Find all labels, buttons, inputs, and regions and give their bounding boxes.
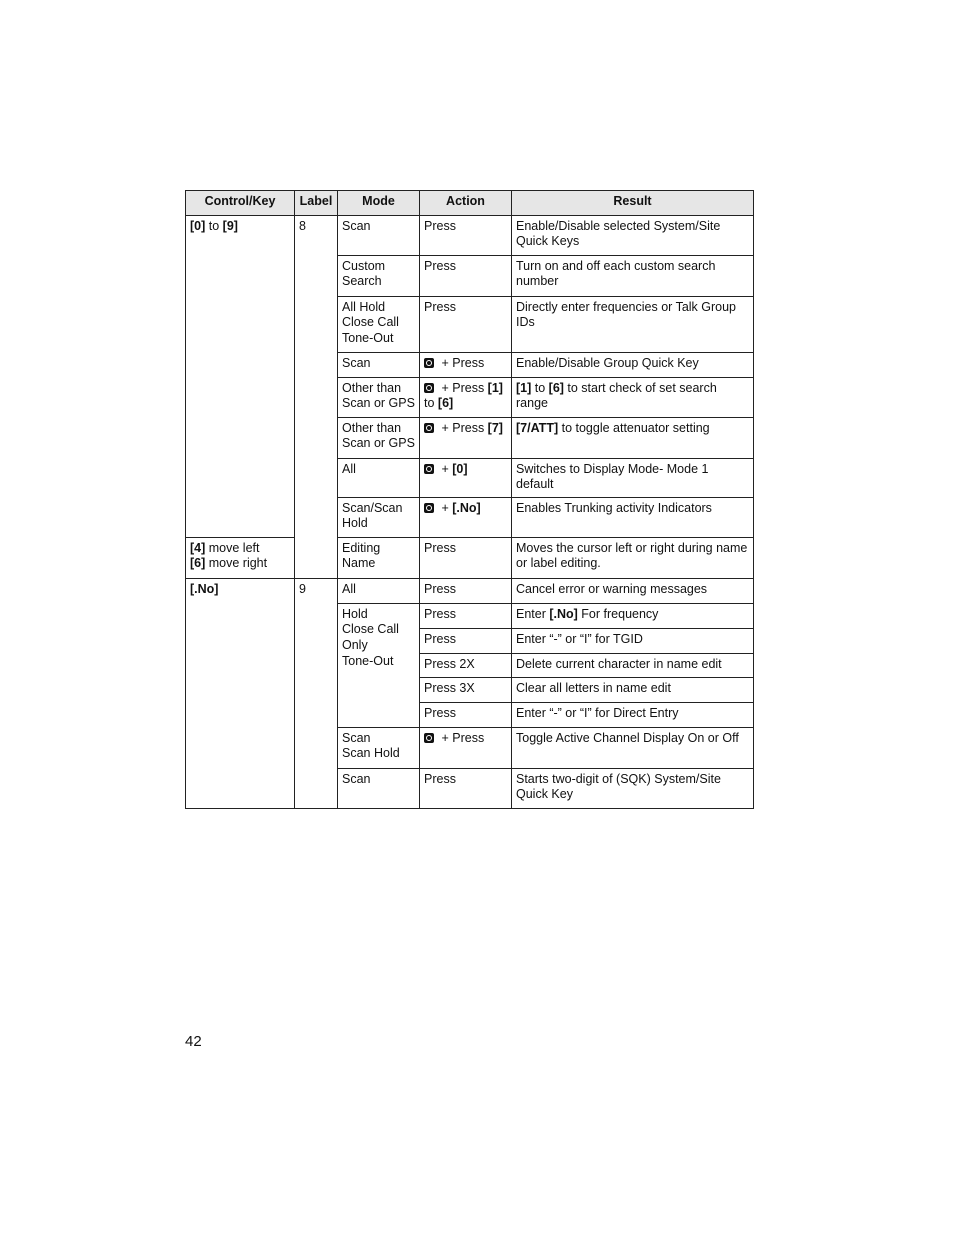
mode-cell: Hold Close Call Only Tone-Out bbox=[338, 603, 420, 727]
result-cell: Moves the cursor left or right during name or label editing. bbox=[512, 537, 754, 578]
mode-cell: Scan Scan Hold bbox=[338, 727, 420, 768]
table-row bbox=[186, 578, 754, 603]
header-action: Action bbox=[420, 191, 512, 216]
result-cell: Starts two-digit of (SQK) System/Site Quick Key bbox=[512, 768, 754, 808]
page-number: 42 bbox=[185, 1033, 202, 1050]
header-result: Result bbox=[512, 191, 754, 216]
mode-cell: Other than Scan or GPS bbox=[338, 417, 420, 458]
func-key-icon bbox=[424, 733, 434, 743]
action-cell: Press bbox=[420, 702, 512, 727]
label-cell: 9 bbox=[295, 578, 338, 808]
mode-cell: All bbox=[338, 578, 420, 603]
control-key-cell: [.No] bbox=[186, 578, 295, 808]
table-row bbox=[186, 537, 754, 578]
action-cell: Press bbox=[420, 255, 512, 296]
action-cell: Press bbox=[420, 537, 512, 578]
result-cell: Switches to Display Mode- Mode 1 default bbox=[512, 458, 754, 497]
table-header-row bbox=[186, 191, 754, 216]
action-cell: Press bbox=[420, 578, 512, 603]
result-cell: [1] to [6] to start check of set search range bbox=[512, 377, 754, 417]
mode-cell: All bbox=[338, 458, 420, 497]
result-cell: Delete current character in name edit bbox=[512, 653, 754, 677]
mode-cell: Scan bbox=[338, 215, 420, 255]
mode-cell: Scan bbox=[338, 768, 420, 808]
action-cell: + [.No] bbox=[420, 497, 512, 537]
func-key-icon bbox=[424, 503, 434, 513]
action-cell: Press 2X bbox=[420, 653, 512, 677]
result-cell: Turn on and off each custom search number bbox=[512, 255, 754, 296]
control-key-cell: [0] to [9] bbox=[186, 215, 295, 537]
header-label: Label bbox=[295, 191, 338, 216]
func-key-icon bbox=[424, 423, 434, 433]
mode-cell: Other than Scan or GPS bbox=[338, 377, 420, 417]
header-control-key: Control/Key bbox=[186, 191, 295, 216]
action-cell: Press bbox=[420, 296, 512, 352]
action-cell: Press bbox=[420, 603, 512, 628]
action-cell: + [0] bbox=[420, 458, 512, 497]
result-cell: Clear all letters in name edit bbox=[512, 677, 754, 702]
func-key-icon bbox=[424, 464, 434, 474]
mode-cell: Scan bbox=[338, 352, 420, 377]
result-cell: Enable/Disable Group Quick Key bbox=[512, 352, 754, 377]
result-cell: Enables Trunking activity Indicators bbox=[512, 497, 754, 537]
control-key-cell: [4] move left [6] move right bbox=[186, 537, 295, 578]
result-cell: Directly enter frequencies or Talk Group IDs bbox=[512, 296, 754, 352]
action-cell: + Press bbox=[420, 352, 512, 377]
action-cell: Press bbox=[420, 768, 512, 808]
result-cell: Enter “-” or “I” for TGID bbox=[512, 628, 754, 653]
key-reference-table bbox=[185, 190, 754, 809]
func-key-icon bbox=[424, 358, 434, 368]
action-cell: Press 3X bbox=[420, 677, 512, 702]
header-mode: Mode bbox=[338, 191, 420, 216]
result-cell: Enable/Disable selected System/Site Quick Keys bbox=[512, 215, 754, 255]
result-cell: Toggle Active Channel Display On or Off bbox=[512, 727, 754, 768]
result-cell: Enter [.No] For frequency bbox=[512, 603, 754, 628]
action-cell: Press bbox=[420, 628, 512, 653]
func-key-icon bbox=[424, 383, 434, 393]
result-cell: [7/ATT] to toggle attenuator setting bbox=[512, 417, 754, 458]
label-cell: 8 bbox=[295, 215, 338, 578]
result-cell: Enter “-” or “I” for Direct Entry bbox=[512, 702, 754, 727]
table-row bbox=[186, 215, 754, 255]
action-cell: Press bbox=[420, 215, 512, 255]
mode-cell: All Hold Close Call Tone-Out bbox=[338, 296, 420, 352]
mode-cell: Custom Search bbox=[338, 255, 420, 296]
mode-cell: Editing Name bbox=[338, 537, 420, 578]
mode-cell: Scan/Scan Hold bbox=[338, 497, 420, 537]
action-cell: + Press [7] bbox=[420, 417, 512, 458]
action-cell: + Press [1] to [6] bbox=[420, 377, 512, 417]
action-cell: + Press bbox=[420, 727, 512, 768]
result-cell: Cancel error or warning messages bbox=[512, 578, 754, 603]
